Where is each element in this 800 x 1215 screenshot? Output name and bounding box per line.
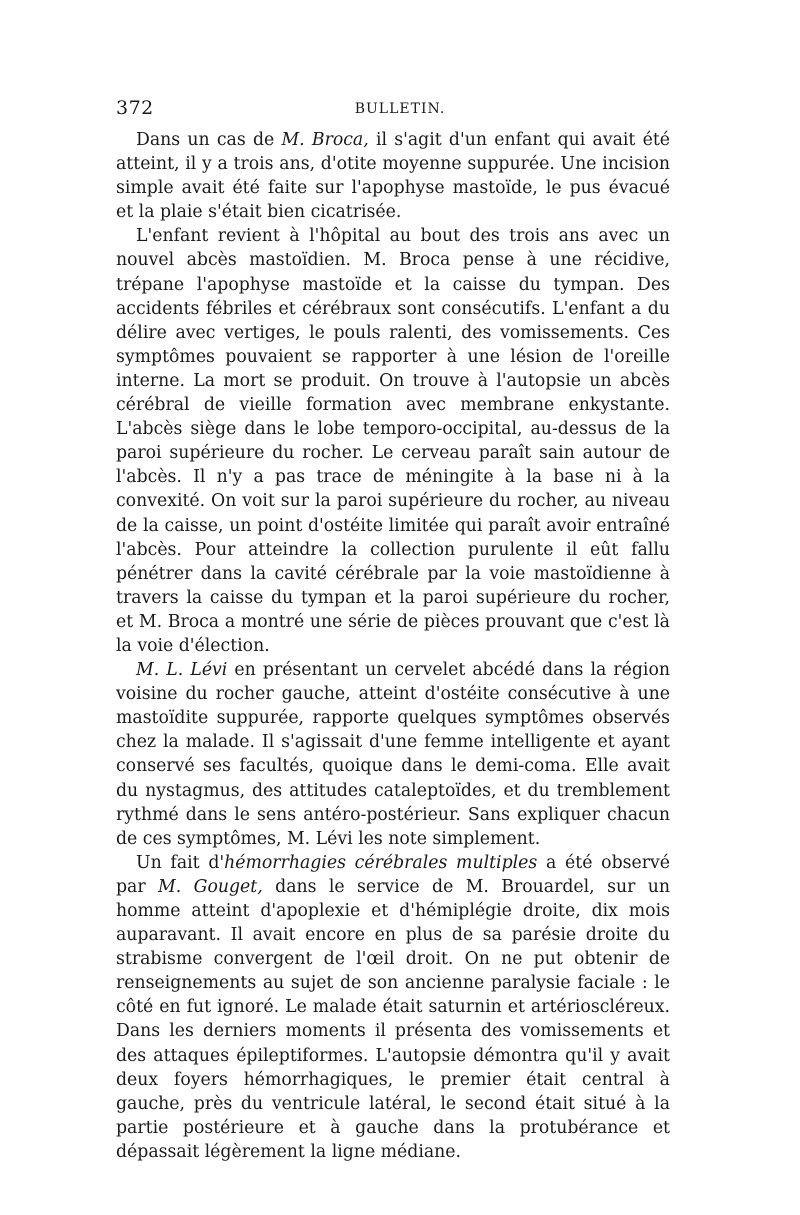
text-segment: L'enfant revient à l'hôpital au bout des trois ans avec un nouvel abcès mastoïdien. M. Broca pense à une récidive, trépane l'apophyse mastoïde et la caisse du tympan. Des accidents fébriles et cérébraux sont consécutifs. L'enfant a du délire avec vertiges, le pouls ralenti, des vomissements. Ces symptômes pouvaient se rapporter à une lésion de l'oreille interne. La mort se produit. On trouve à l'autopsie un abcès cérébral de vieille formation avec membrane enkystante. L'abcès siège dans le lobe temporo-occipital, au-dessus de la paroi supérieure du rocher. Le cerveau paraît sain autour de l'abcès. Il n'y a pas trace de méningite à la base ni à la convexité. On voit sur la paroi supérieure du rocher, au niveau de la caisse, un point d'ostéite limitée qui paraît avoir entraîné l'abcès. Pour atteindre la collection purulente il eût fallu pénétrer dans la cavité cérébrale par la voie mastoïdienne à travers la caisse du tympan et la paroi supérieure du rocher, et M. Broca a montré une série de pièces prouvant que c'est là la voie d'élection. [116, 226, 670, 656]
text-segment: dans le service de M. Brouardel, sur un homme atteint d'apoplexie et d'hémiplégie droite, dix mois auparavant. Il avait encore en plus de sa parésie droite du strabisme convergent de l'œil droit. On ne put obtenir de renseignements au sujet de son ancienne paralysie faciale : le côté en fut ignoré. Le malade était saturnin et artérioscléreux. Dans les derniers moments il présenta des vomissements et des attaques épileptiformes. L'autopsie démontra qu'il y avait deux foyers hémorrhagiques, le premier était central à gauche, près du ventricule latéral, le second était situé à la partie postérieure et à gauche dans la protubérance et dépassait légèrement la ligne médiane. [116, 876, 671, 1162]
body-text [116, 128, 670, 1164]
paragraph-broca-case [116, 128, 670, 224]
author-name-gouget: M. Gouget, [158, 876, 263, 897]
paragraph-gouget [116, 851, 670, 1164]
text-segment: a été observé par [116, 852, 670, 897]
text-segment: il s'agit d'un enfant qui avait été atteint, il y a trois ans, d'otite moyenne suppurée. Une incision simple avait été faite sur l'apophyse mastoïde, le pus évacué et la plaie s'était bien cicatrisée. [116, 130, 670, 223]
running-head: BULLETIN. [354, 101, 446, 117]
topic-title: hémorrhagies cérébrales multiples [224, 852, 538, 873]
text-segment: Dans un cas de [136, 130, 282, 150]
paragraph-broca-followup [116, 224, 670, 658]
text-segment: en présentant un cervelet abcédé dans la région voisine du rocher gauche, atteint d'ostéite consécutive à une mastoïdite suppurée, rapporte quelques symptômes observés chez la malade. Il s'agissait d'une femme intelligente et ayant conservé ses facultés, quoique dans le demi-coma. Elle avait du nystagmus, des attitudes cataleptoïdes, et du tremblement rythmé dans le sens antéro-postérieur. Sans expliquer chacun de ces symptômes, M. Lévi les note simplement. [116, 660, 670, 849]
author-name-broca: M. Broca, [281, 130, 369, 150]
page-number: 372 [116, 97, 154, 119]
author-name-levi: M. L. Lévi [136, 660, 228, 681]
paragraph-levi [116, 658, 670, 851]
text-segment: Un fait d' [136, 852, 225, 873]
